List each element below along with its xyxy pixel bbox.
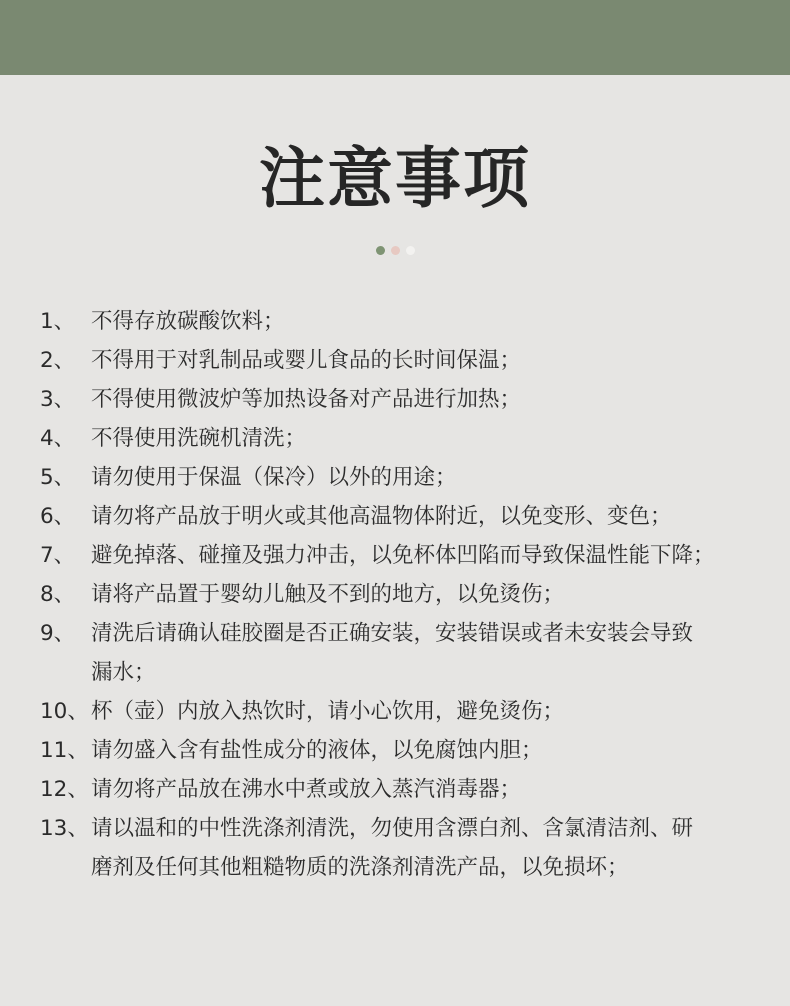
note-number: 8、 xyxy=(40,582,76,607)
dot-white xyxy=(406,246,415,255)
note-number: 2、 xyxy=(40,348,76,373)
note-text: 磨剂及任何其他粗糙物质的洗涤剂清洗产品，以免损坏； xyxy=(91,855,629,880)
note-number: 12、 xyxy=(40,777,89,802)
note-number: 7、 xyxy=(40,543,76,568)
note-number: 9、 xyxy=(40,621,76,646)
note-text: 请以温和的中性洗涤剂清洗，勿使用含漂白剂、含氯清洁剂、研 xyxy=(91,816,694,841)
note-text: 不得使用微波炉等加热设备对产品进行加热； xyxy=(91,387,522,412)
dot-pink xyxy=(391,246,400,255)
notes-list xyxy=(40,302,770,887)
dot-green xyxy=(376,246,385,255)
note-item xyxy=(40,302,770,341)
note-number: 5、 xyxy=(40,465,76,490)
page-title: 注意事项 xyxy=(259,140,531,217)
note-number: 13、 xyxy=(40,816,89,841)
decorative-dots xyxy=(0,246,790,256)
note-text: 清洗后请确认硅胶圈是否正确安装，安装错误或者未安装会导致 xyxy=(91,621,694,646)
note-item xyxy=(40,536,770,575)
note-number: 6、 xyxy=(40,504,76,529)
note-number: 1、 xyxy=(40,309,76,334)
note-item xyxy=(40,731,770,770)
note-number: 10、 xyxy=(40,699,89,724)
note-text: 不得存放碳酸饮料； xyxy=(91,309,285,334)
note-text: 请勿将产品放在沸水中煮或放入蒸汽消毒器； xyxy=(91,777,522,802)
note-text: 请勿使用于保温（保冷）以外的用途； xyxy=(91,465,457,490)
note-text: 请勿盛入含有盐性成分的液体，以免腐蚀内胆； xyxy=(91,738,543,763)
note-item xyxy=(40,341,770,380)
note-text: 杯（壶）内放入热饮时，请小心饮用，避免烫伤； xyxy=(91,699,565,724)
note-text: 漏水； xyxy=(91,660,156,685)
note-text: 不得用于对乳制品或婴儿食品的长时间保温； xyxy=(91,348,522,373)
note-item xyxy=(40,614,770,692)
note-text: 请将产品置于婴幼儿触及不到的地方，以免烫伤； xyxy=(91,582,565,607)
note-text: 请勿将产品放于明火或其他高温物体附近，以免变形、变色； xyxy=(91,504,672,529)
note-number: 4、 xyxy=(40,426,76,451)
note-item xyxy=(40,809,770,887)
note-text: 避免掉落、碰撞及强力冲击，以免杯体凹陷而导致保温性能下降； xyxy=(91,543,715,568)
note-item xyxy=(40,497,770,536)
note-item xyxy=(40,380,770,419)
note-text: 不得使用洗碗机清洗； xyxy=(91,426,307,451)
note-item xyxy=(40,770,770,809)
note-item xyxy=(40,419,770,458)
top-color-band xyxy=(0,0,790,75)
note-number: 3、 xyxy=(40,387,76,412)
note-item xyxy=(40,575,770,614)
note-number: 11、 xyxy=(40,738,89,763)
note-item xyxy=(40,692,770,731)
note-item xyxy=(40,458,770,497)
